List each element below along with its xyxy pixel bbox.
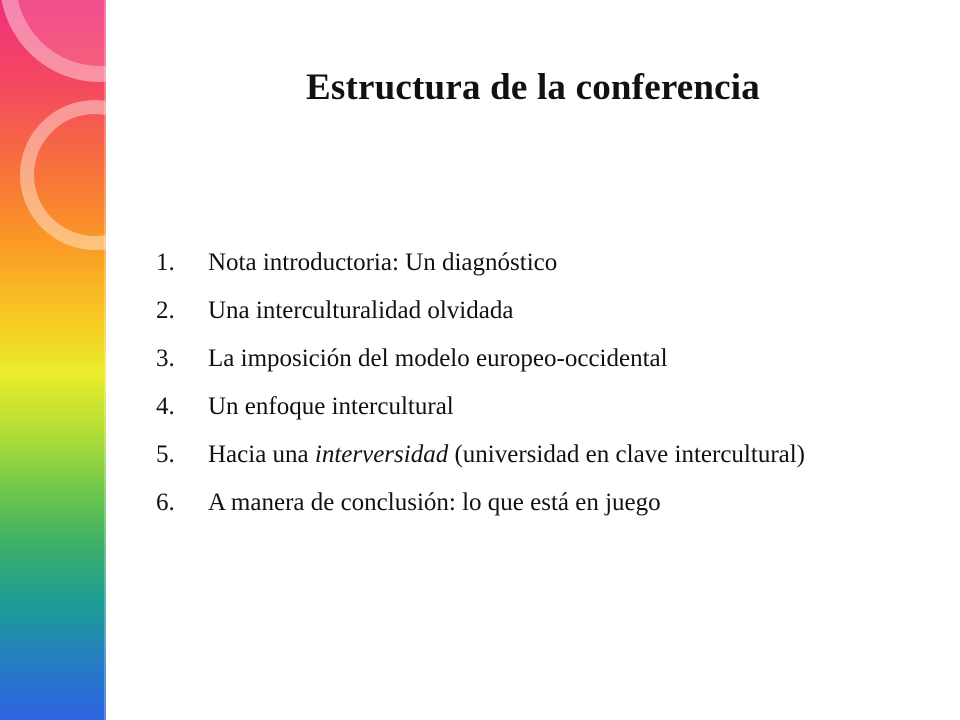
- agenda-item-number: 5.: [156, 441, 175, 468]
- agenda-item-number: 3.: [156, 345, 175, 372]
- agenda-item-text-start: Hacia una: [208, 441, 315, 468]
- slide-title: Estructura de la conferencia: [306, 67, 760, 108]
- agenda-item-text-italic: interversidad: [314, 441, 449, 468]
- agenda-item-number: 6.: [156, 489, 175, 516]
- agenda-item-6: [156, 490, 928, 515]
- agenda-item-1: [156, 250, 928, 275]
- agenda-item-text: Una interculturalidad olvidada: [208, 297, 514, 324]
- agenda-item-text-end: (universidad en clave intercultural): [448, 441, 806, 468]
- agenda-item-5: [156, 442, 928, 467]
- agenda-item-text: [208, 442, 928, 467]
- agenda-item-number: 2.: [156, 297, 175, 324]
- agenda-list: [156, 250, 928, 538]
- agenda-item-text: A manera de conclusión: lo que está en juego: [208, 489, 661, 516]
- agenda-item-number: 1.: [156, 249, 175, 276]
- decorative-ring-small: [20, 100, 106, 250]
- agenda-item-4: [156, 394, 928, 419]
- agenda-item-text: La imposición del modelo europeo-occidental: [208, 345, 668, 372]
- agenda-item-text: Un enfoque intercultural: [208, 393, 454, 420]
- decorative-circle-large: [0, 0, 106, 82]
- agenda-item-number: 4.: [156, 393, 175, 420]
- agenda-item-2: [156, 298, 928, 323]
- agenda-item-text: Nota introductoria: Un diagnóstico: [208, 249, 558, 276]
- rainbow-sidebar-bar: [0, 0, 106, 720]
- agenda-item-3: [156, 346, 928, 371]
